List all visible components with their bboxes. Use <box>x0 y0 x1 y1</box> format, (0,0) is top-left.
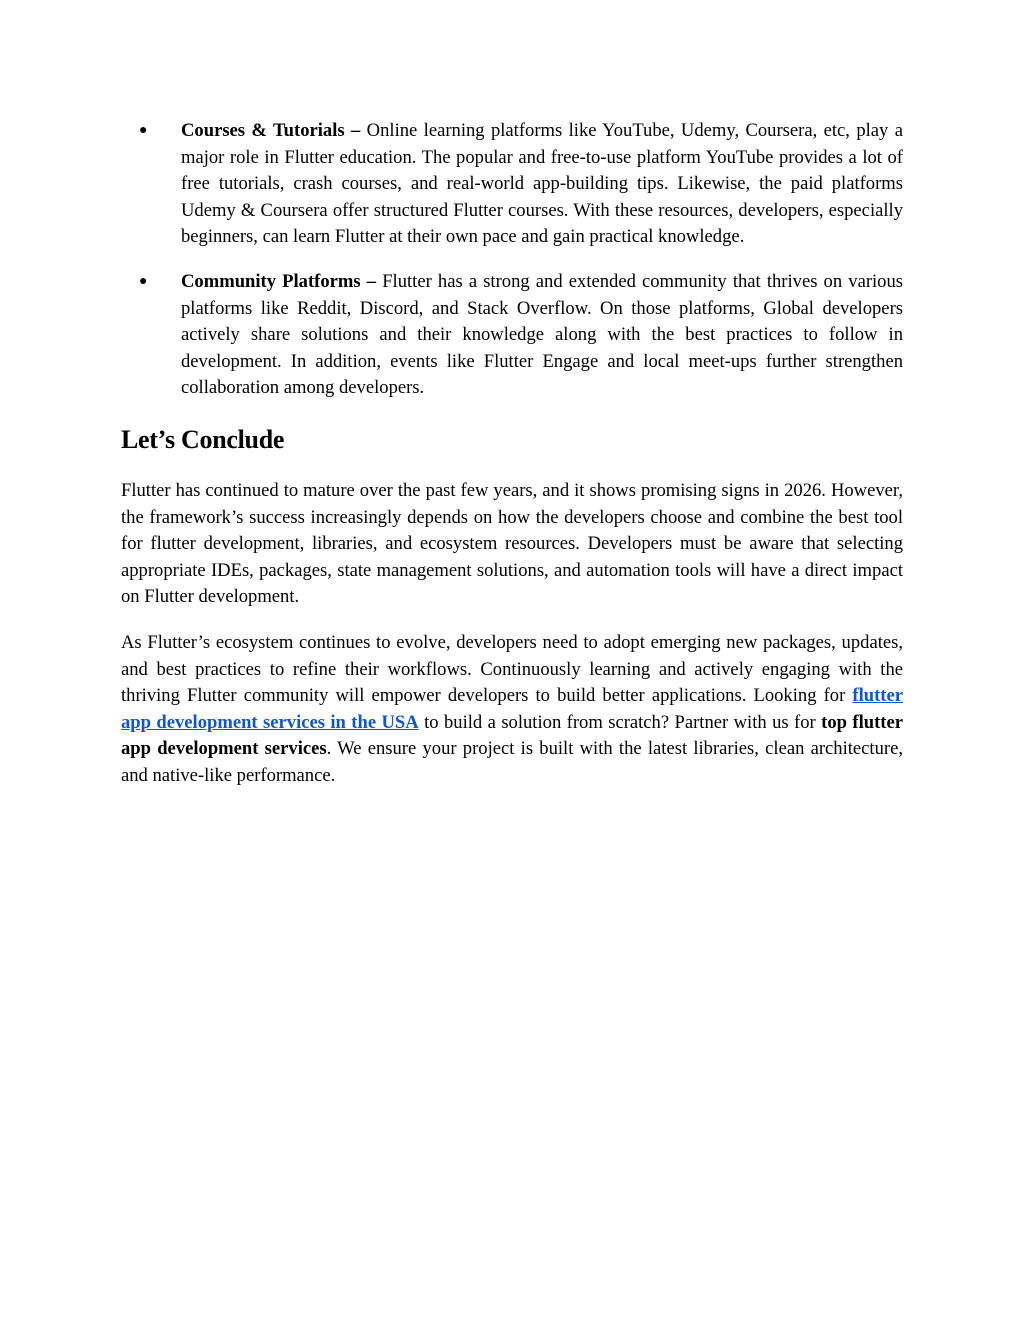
paragraph-text: As Flutter’s ecosystem continues to evolve, developers need to adopt emerging new packages, updates, and best practices to refine their workflows. Continuously learning and actively engaging with the thriving Flutter community will empower developers to build better applications. Looking for <box>121 631 903 707</box>
bullet-text: Online learning platforms like YouTube, Udemy, Coursera, etc, play a major role in Flutter education. The popular and free-to-use platform YouTube provides a lot of free tutorials, crash courses, and real-world app-building tips. Likewise, the paid platforms Udemy & Coursera offer structured Flutter courses. With these resources, developers, especially beginners, can learn Flutter at their own pace and gain practical knowledge. <box>181 120 903 248</box>
bold-services-text: top flutter app development services <box>121 711 903 760</box>
bullet-title: Courses & Tutorials <box>181 120 345 141</box>
flutter-services-usa-link[interactable]: flutter app development services in the USA <box>121 685 903 733</box>
resource-bullet-list <box>121 118 903 402</box>
section-heading-conclude: Let’s Conclude <box>121 424 285 454</box>
bullet-title: Community Platforms <box>181 270 361 292</box>
conclusion-paragraph-1: Flutter has continued to mature over the past few years, and it shows promising signs in 2026. However, the framework’s success increasingly depends on how the developers choose and combine the best tool for flutter development, libraries, and ecosystem resources. Developers must be aware that selecting appropriate IDEs, packages, state management solutions, and automation tools will have a direct impact on Flutter development. <box>121 479 903 608</box>
bullet-courses-tutorials <box>121 118 903 251</box>
bullet-dot-icon: ● <box>139 273 148 289</box>
paragraph-text: . We ensure your project is built with the latest libraries, clean architecture, and native-like performance. <box>121 738 903 786</box>
bullet-dash: – <box>360 270 383 292</box>
bullet-dash: – <box>344 120 367 141</box>
document-page <box>121 118 903 808</box>
bullet-dot-icon: ● <box>139 123 148 138</box>
bullet-community-platforms <box>121 269 903 402</box>
bullet-text: Flutter has a strong and extended community that thrives on various platforms like Reddit, Discord, and Stack Overflow. On those platforms, Global developers actively share solutions and their knowledge along with the best practices to follow in development. In addition, events like Flutter Engage and local meet-ups further strengthen collaboration among developers. <box>181 270 904 399</box>
paragraph-text: to build a solution from scratch? Partner with us for <box>418 711 822 733</box>
conclusion-paragraph-2 <box>121 630 903 790</box>
